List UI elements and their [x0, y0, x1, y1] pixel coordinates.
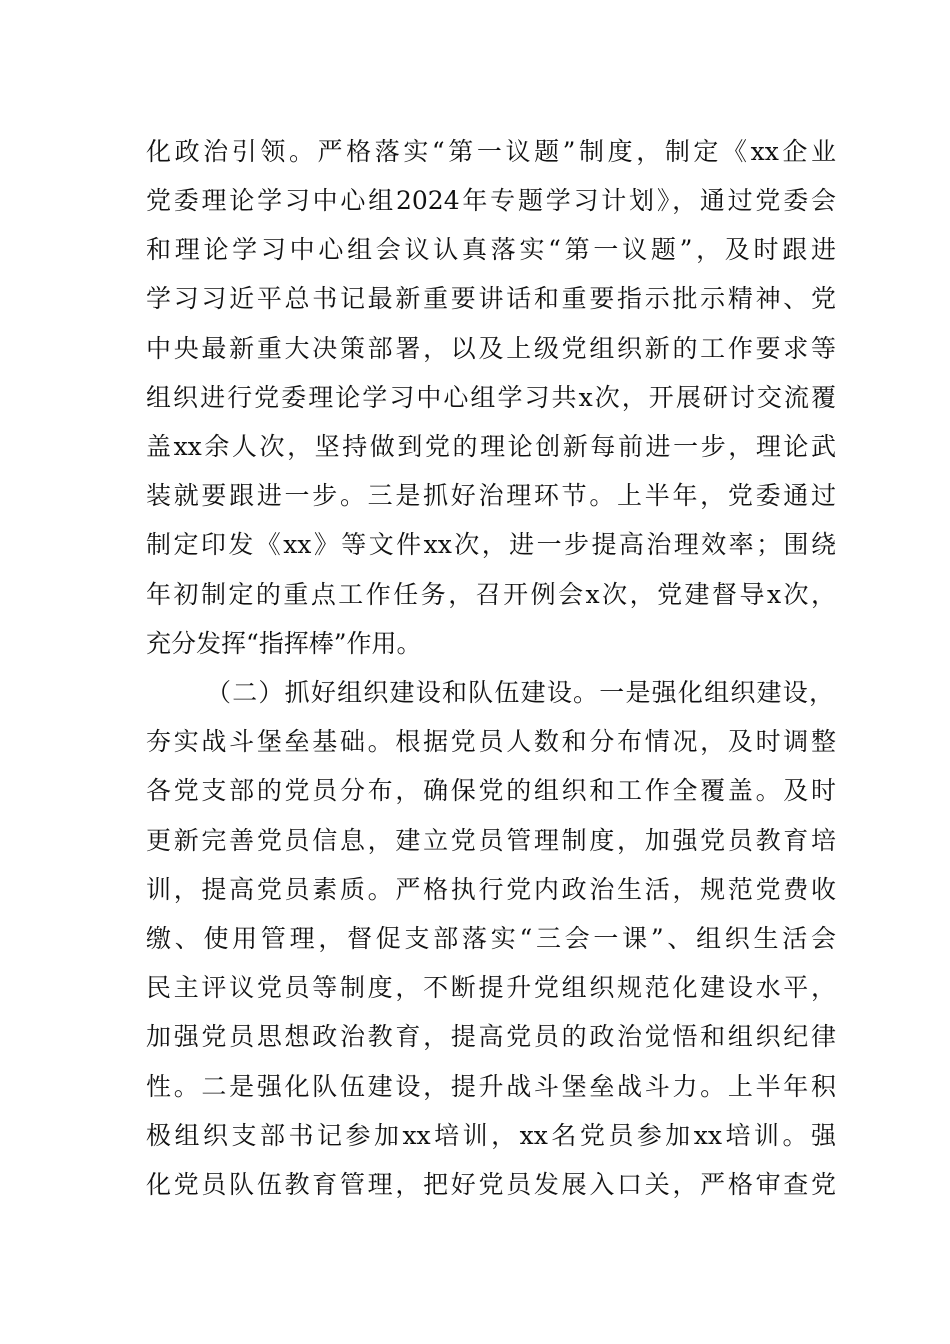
- text-line: 学习习近平总书记最新重要讲话和重要指示批示精神、党: [146, 284, 836, 313]
- text-line: 中央最新重大决策部署，以及上级党组织新的工作要求等: [146, 334, 836, 363]
- text-line: 组织进行党委理论学习中心组学习共x次，开展研讨交流覆: [146, 383, 836, 412]
- text-line: 制定印发《xx》等文件xx次，进一步提高治理效率；围绕: [146, 530, 836, 559]
- text-line: 装就要跟进一步。三是抓好治理环节。上半年，党委通过: [146, 481, 836, 510]
- text-line: 缴、使用管理，督促支部落实“三会一课”、组织生活会: [146, 924, 836, 953]
- text-line: 更新完善党员信息，建立党员管理制度，加强党员教育培: [146, 826, 836, 855]
- text-line: 训，提高党员素质。严格执行党内政治生活，规范党费收: [146, 875, 836, 904]
- text-line: 化政治引领。严格落实“第一议题”制度，制定《xx企业: [146, 137, 836, 166]
- text-line: 民主评议党员等制度，不断提升党组织规范化建设水平，: [146, 973, 836, 1002]
- text-line: 年初制定的重点工作任务，召开例会x次，党建督导x次，: [146, 580, 836, 609]
- text-line: 充分发挥“指挥棒”作用。: [146, 629, 422, 658]
- text-line: （二）抓好组织建设和队伍建设。一是强化组织建设，: [206, 678, 834, 707]
- text-line: 夯实战斗堡垒基础。根据党员人数和分布情况，及时调整: [146, 727, 836, 756]
- text-line: 和理论学习中心组会议认真落实“第一议题”，及时跟进: [146, 235, 836, 264]
- text-line: 极组织支部书记参加xx培训，xx名党员参加xx培训。强: [146, 1121, 836, 1150]
- text-line: 盖xx余人次，坚持做到党的理论创新每前进一步，理论武: [146, 432, 836, 461]
- text-line: 加强党员思想政治教育，提高党员的政治觉悟和组织纪律: [146, 1022, 836, 1051]
- text-line: 各党支部的党员分布，确保党的组织和工作全覆盖。及时: [146, 776, 836, 805]
- text-line: 党委理论学习中心组2024年专题学习计划》，通过党委会: [146, 186, 836, 215]
- text-line: 性。二是强化队伍建设，提升战斗堡垒战斗力。上半年积: [146, 1072, 836, 1101]
- text-line: 化党员队伍教育管理，把好党员发展入口关，严格审查党: [146, 1170, 836, 1199]
